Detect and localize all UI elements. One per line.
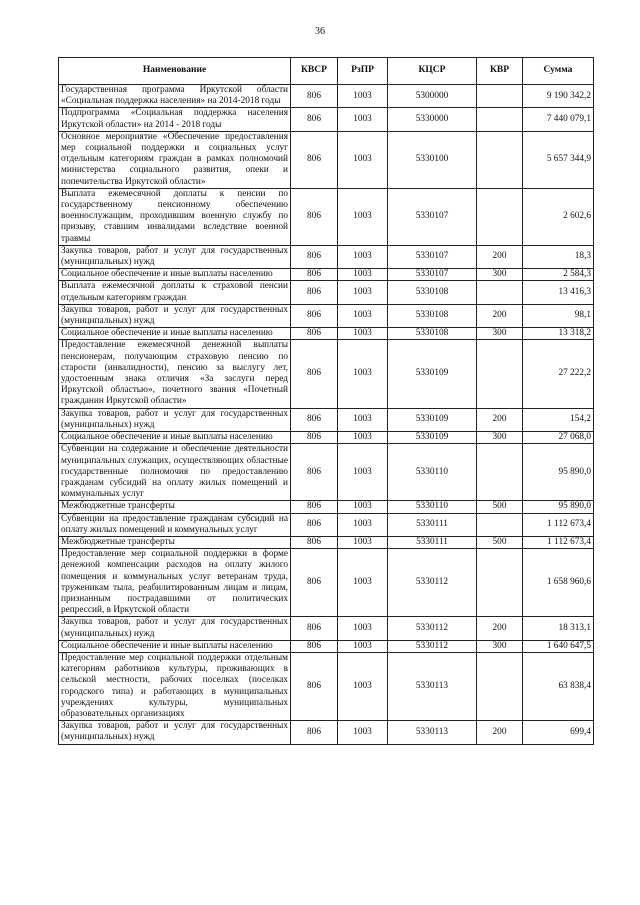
row-kcsr: 5330108 [388, 281, 477, 304]
row-kvsr: 806 [291, 340, 338, 408]
table-row [59, 328, 594, 340]
row-kvsr: 806 [291, 501, 338, 513]
row-kcsr: 5330000 [388, 108, 477, 131]
row-sum: 98,1 [523, 304, 594, 327]
row-kvr: 200 [477, 721, 523, 744]
row-kvr: 300 [477, 328, 523, 340]
row-sum: 154,2 [523, 408, 594, 431]
row-kvsr: 806 [291, 188, 338, 245]
row-rzpr: 1003 [338, 304, 388, 327]
row-kvsr: 806 [291, 721, 338, 744]
row-kvsr: 806 [291, 640, 338, 652]
row-rzpr: 1003 [338, 328, 388, 340]
row-rzpr: 1003 [338, 536, 388, 548]
row-name: Социальное обеспечение и иные выплаты населению [59, 432, 291, 444]
row-kvsr: 806 [291, 131, 338, 188]
row-name: Закупка товаров, работ и услуг для государственных (муниципальных) нужд [59, 408, 291, 431]
row-kcsr: 5330110 [388, 444, 477, 501]
row-name: Закупка товаров, работ и услуг для государственных (муниципальных) нужд [59, 304, 291, 327]
row-kvsr: 806 [291, 245, 338, 268]
table-row [59, 131, 594, 188]
table-row [59, 432, 594, 444]
row-kvsr: 806 [291, 432, 338, 444]
row-name: Государственная программа Иркутской области «Социальная поддержка населения» на 2014-2018 годы [59, 85, 291, 108]
row-kcsr: 5330109 [388, 432, 477, 444]
row-kvsr: 806 [291, 281, 338, 304]
row-kvr [477, 188, 523, 245]
table-row [59, 340, 594, 408]
row-sum: 18 313,1 [523, 617, 594, 640]
row-name: Выплата ежемесячной доплаты к пенсии по государственному пенсионному обеспечению военнослужащим, проходившим военную службу по призыву, ставшим инвалидами вследствие военной травмы [59, 188, 291, 245]
table-row [59, 501, 594, 513]
table-row [59, 269, 594, 281]
row-kvsr: 806 [291, 269, 338, 281]
row-kvr [477, 85, 523, 108]
row-name: Закупка товаров, работ и услуг для государственных (муниципальных) нужд [59, 721, 291, 744]
row-sum: 95 890,0 [523, 501, 594, 513]
row-kvsr: 806 [291, 617, 338, 640]
row-sum: 27 222,2 [523, 340, 594, 408]
table-row [59, 245, 594, 268]
header-kvr: КВР [477, 58, 523, 85]
row-rzpr: 1003 [338, 721, 388, 744]
page-number: 36 [315, 26, 325, 37]
row-kvsr: 806 [291, 85, 338, 108]
table-row [59, 617, 594, 640]
row-rzpr: 1003 [338, 85, 388, 108]
row-sum: 699,4 [523, 721, 594, 744]
row-kvsr: 806 [291, 513, 338, 536]
table-header-row [59, 58, 594, 85]
row-kcsr: 5330112 [388, 549, 477, 617]
row-sum: 1 112 673,4 [523, 536, 594, 548]
row-kvr: 200 [477, 617, 523, 640]
row-kcsr: 5330108 [388, 304, 477, 327]
table-row [59, 652, 594, 720]
row-kvr: 300 [477, 432, 523, 444]
row-kcsr: 5330111 [388, 536, 477, 548]
row-sum: 13 416,3 [523, 281, 594, 304]
header-kvsr: КВСР [291, 58, 338, 85]
row-rzpr: 1003 [338, 131, 388, 188]
row-sum: 1 112 673,4 [523, 513, 594, 536]
table-row [59, 85, 594, 108]
row-kcsr: 5330107 [388, 188, 477, 245]
row-kvr: 200 [477, 245, 523, 268]
row-kvsr: 806 [291, 108, 338, 131]
header-rzpr: РзПР [338, 58, 388, 85]
header-name: Наименование [59, 58, 291, 85]
table-row [59, 188, 594, 245]
row-kcsr: 5330107 [388, 245, 477, 268]
row-kvr: 200 [477, 408, 523, 431]
row-kcsr: 5330113 [388, 721, 477, 744]
row-sum: 18,3 [523, 245, 594, 268]
row-name: Межбюджетные трансферты [59, 501, 291, 513]
row-rzpr: 1003 [338, 108, 388, 131]
row-name: Предоставление ежемесячной денежной выплаты пенсионерам, получающим страховую пенсию по старости (инвалидности), пенсию за выслугу лет, удостоенным знака отличия «За заслуги перед Иркутской областью», почетного звания «Почетный гражданин Иркутской области» [59, 340, 291, 408]
row-sum: 27 068,0 [523, 432, 594, 444]
row-name: Предоставление мер социальной поддержки отдельным категориям работников культуры, проживающих в сельской местности, рабочих поселках (поселках городского типа) и работающих в муниципальных учреждениях культуры, муниципальных образовательных организациях [59, 652, 291, 720]
row-sum: 95 890,0 [523, 444, 594, 501]
row-kvr [477, 281, 523, 304]
row-kvr [477, 444, 523, 501]
row-kvsr: 806 [291, 652, 338, 720]
row-kvsr: 806 [291, 328, 338, 340]
row-kvr: 300 [477, 640, 523, 652]
row-kcsr: 5330112 [388, 617, 477, 640]
row-kcsr: 5330100 [388, 131, 477, 188]
header-sum: Сумма [523, 58, 594, 85]
table-row [59, 536, 594, 548]
row-sum: 1 640 647,5 [523, 640, 594, 652]
row-kvr: 500 [477, 501, 523, 513]
row-kcsr: 5330111 [388, 513, 477, 536]
row-kvr [477, 513, 523, 536]
header-kcsr: КЦСР [388, 58, 477, 85]
table-row [59, 513, 594, 536]
row-sum: 9 190 342,2 [523, 85, 594, 108]
row-name: Социальное обеспечение и иные выплаты населению [59, 328, 291, 340]
row-kvsr: 806 [291, 304, 338, 327]
row-rzpr: 1003 [338, 501, 388, 513]
table-row [59, 549, 594, 617]
row-name: Закупка товаров, работ и услуг для государственных (муниципальных) нужд [59, 245, 291, 268]
row-rzpr: 1003 [338, 513, 388, 536]
row-sum: 2 602,6 [523, 188, 594, 245]
row-name: Субвенции на предоставление гражданам субсидий на оплату жилых помещений и коммунальных услуг [59, 513, 291, 536]
row-kcsr: 5330113 [388, 652, 477, 720]
row-kvr [477, 652, 523, 720]
row-kvr: 300 [477, 269, 523, 281]
row-sum: 5 657 344,9 [523, 131, 594, 188]
table-row [59, 408, 594, 431]
row-kcsr: 5330110 [388, 501, 477, 513]
table-row [59, 108, 594, 131]
row-name: Межбюджетные трансферты [59, 536, 291, 548]
row-rzpr: 1003 [338, 269, 388, 281]
row-kcsr: 5330109 [388, 340, 477, 408]
table-row [59, 281, 594, 304]
row-rzpr: 1003 [338, 652, 388, 720]
row-sum: 1 658 960,6 [523, 549, 594, 617]
row-kvsr: 806 [291, 549, 338, 617]
row-name: Закупка товаров, работ и услуг для государственных (муниципальных) нужд [59, 617, 291, 640]
row-rzpr: 1003 [338, 640, 388, 652]
row-kcsr: 5330112 [388, 640, 477, 652]
table-row [59, 721, 594, 744]
row-rzpr: 1003 [338, 617, 388, 640]
row-rzpr: 1003 [338, 188, 388, 245]
row-rzpr: 1003 [338, 432, 388, 444]
row-rzpr: 1003 [338, 281, 388, 304]
row-sum: 63 838,4 [523, 652, 594, 720]
row-kcsr: 5330108 [388, 328, 477, 340]
row-rzpr: 1003 [338, 549, 388, 617]
row-kcsr: 5330107 [388, 269, 477, 281]
row-kvr [477, 340, 523, 408]
row-kcsr: 5330109 [388, 408, 477, 431]
row-sum: 7 440 079,1 [523, 108, 594, 131]
table-row [59, 304, 594, 327]
row-kvr [477, 131, 523, 188]
row-rzpr: 1003 [338, 408, 388, 431]
row-kvsr: 806 [291, 444, 338, 501]
row-name: Подпрограмма «Социальная поддержка населения Иркутской области» на 2014 - 2018 годы [59, 108, 291, 131]
budget-table [58, 57, 594, 745]
row-name: Основное мероприятие «Обеспечение предоставления мер социальной поддержки и социальных услуг отдельным категориям граждан в рамках полномочий министерства социального развития, опеки и попечительства Иркутской области» [59, 131, 291, 188]
row-rzpr: 1003 [338, 444, 388, 501]
row-kvr: 500 [477, 536, 523, 548]
table-row [59, 640, 594, 652]
row-sum: 13 318,2 [523, 328, 594, 340]
row-name: Социальное обеспечение и иные выплаты населению [59, 640, 291, 652]
row-rzpr: 1003 [338, 340, 388, 408]
row-kvsr: 806 [291, 408, 338, 431]
row-kvr [477, 549, 523, 617]
row-kvr: 200 [477, 304, 523, 327]
row-kvr [477, 108, 523, 131]
row-name: Выплата ежемесячной доплаты к страховой пенсии отдельным категориям граждан [59, 281, 291, 304]
table-row [59, 444, 594, 501]
row-rzpr: 1003 [338, 245, 388, 268]
row-kcsr: 5300000 [388, 85, 477, 108]
row-sum: 2 584,3 [523, 269, 594, 281]
row-name: Социальное обеспечение и иные выплаты населению [59, 269, 291, 281]
row-name: Предоставление мер социальной поддержки в форме денежной компенсации расходов на оплату жилого помещения и коммунальных услуг ветеранам труда, труженикам тыла, реабилитированным лицам и лицам, признанным пострадавшими от политических репрессий, в Иркутской области [59, 549, 291, 617]
row-kvsr: 806 [291, 536, 338, 548]
row-name: Субвенции на содержание и обеспечение деятельности муниципальных служащих, осуществляющих областные государственные полномочия по предоставлению гражданам субсидий на оплату жилых помещений и коммунальных услуг [59, 444, 291, 501]
